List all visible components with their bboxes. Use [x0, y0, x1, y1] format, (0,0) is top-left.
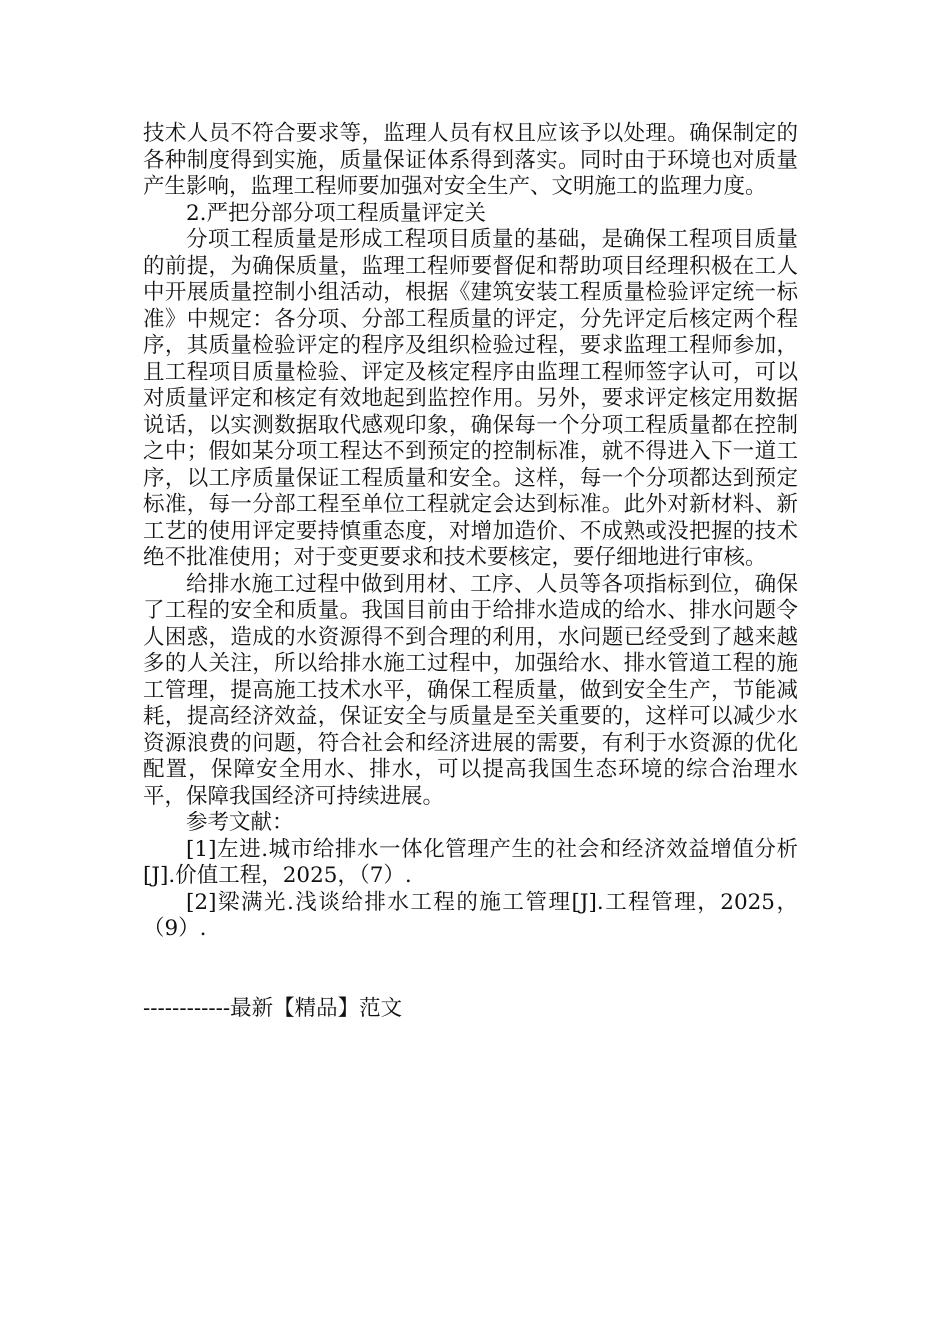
section-heading: 2.严把分部分项工程质量评定关 [186, 200, 487, 226]
page-footer: ------------最新【精品】范文 [143, 996, 403, 1021]
references-heading: 参考文献： [186, 810, 294, 835]
paragraph: 分项工程质量是形成工程项目质量的基础，是确保工程项目质量的前提，为确保质量，监理工程师要督促和帮助项目经理积极在工人中开展质量控制小组活动，根据《建筑安装工程质量检验评定统一标准》中规定：各分项、分部工程质量的评定，分先评定后核定两个程序，其质量检验评定的程序及组织检验过程，要求监理工程师参加，且工程项目质量检验、评定及核定程序由监理工程师签字认可，可以对质量评定和核定有效地起到监控作用。另外，要求评定核定用数据说话，以实测数据取代感观印象，确保每一个分项工程质量都在控制之中；假如某分项工程达不到预定的控制标准，就不得进入下一道工序，以工序质量保证工程质量和安全。这样，每一个分项都达到预定标准，每一分部工程至单位工程就定会达到标准。此外对新材料、新工艺的使用评定要持慎重态度，对增加造价、不成熟或没把握的技术绝不批准使用；对于变更要求和技术要核定，要仔细地进行审核。 [143, 227, 798, 570]
paragraph: 给排水施工过程中做到用材、工序、人员等各项指标到位，确保了工程的安全和质量。我国目前由于给排水造成的给水、排水问题令人困惑，造成的水资源得不到合理的利用，水问题已经受到了越来越多的人关注，所以给排水施工过程中，加强给水、排水管道工程的施工管理，提高施工技术水平，确保工程质量，做到安全生产，节能减耗，提高经济效益，保证安全与质量是至关重要的，这样可以减少水资源浪费的问题，符合社会和经济进展的需要，有利于水资源的优化配置，保障安全用水、排水，可以提高我国生态环境的综合治理水平，保障我国经济可持续进展。 [143, 571, 798, 809]
document-body [143, 121, 798, 943]
reference-item: [1]左进.城市给排水一体化管理产生的社会和经济效益增值分析[J].价值工程，2025，（7）. [143, 836, 798, 888]
paragraph-continuation: 技术人员不符合要求等，监理人员有权且应该予以处理。确保制定的各种制度得到实施，质量保证体系得到落实。同时由于环境也对质量产生影响，监理工程师要加强对安全生产、文明施工的监理力度。 [143, 121, 798, 199]
reference-item: [2]梁满光.浅谈给排水工程的施工管理[J].工程管理，2025，（9）. [143, 889, 798, 941]
